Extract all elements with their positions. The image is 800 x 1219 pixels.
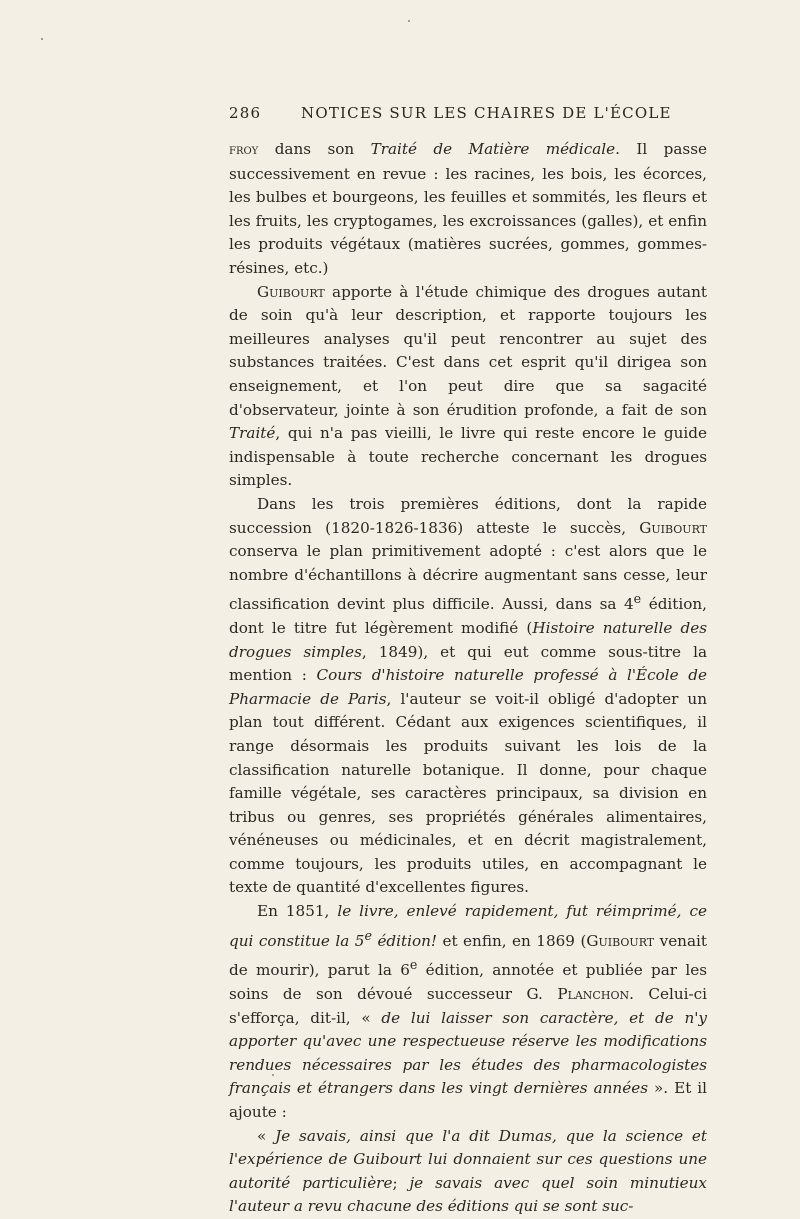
text-run: édition, dont le titre fut légèrement modifié (	[229, 595, 707, 637]
text-run: , 1849), et qui eut comme sous-titre la mention :	[229, 642, 707, 685]
text-run: conserva le plan primitivement adopté : c'est alors que le nombre d'échantillons à décrire augmentant sans cesse, leur classification devint plus difficile. Aussi, dans sa 4	[229, 542, 707, 614]
text-run: apporte à l'étude chimique des drogues autant de soin qu'à leur description, et rapporte toujours les meilleures analyses qu'il peut rencontrer au sujet des substances traitées. C'est dans cet esprit qu'il dirigea son enseignement, et l'on peut dire que sa sagacité d'observateur, jointe à son érudition profonde, a fait de son	[229, 282, 707, 419]
text-run: En 1851,	[257, 902, 338, 921]
running-title: NOTICES SUR LES CHAIRES DE L'ÉCOLE	[301, 104, 672, 122]
text-run: «	[257, 1126, 276, 1145]
text-run: . Celui-ci s'efforça, dit-il, «	[229, 984, 707, 1027]
paper-speck	[408, 20, 410, 22]
text-run: Dans les trois premières éditions, dont la rapide succession (1820-1826-1836) atteste le succès,	[229, 494, 707, 537]
author-name: Guibourt	[586, 931, 655, 950]
book-title: Traité de Matière médicale	[370, 140, 616, 158]
text-run: , l'auteur se voit-il obligé d'adopter un plan tout différent. Cédant aux exigences scientifiques, il range désormais les produits suivant les lois de la classification naturelle botanique. Il donne, pour chaque famille végétale, ses caractères principaux, sa division en tribus ou genres, ses propriétés générales alimentaires, vénéneuses ou médicinales, et en décrit magistralement, comme toujours, les produits utiles, en accompagnant le texte de quantité d'excellentes figures.	[229, 689, 707, 897]
italic-run: le livre, enlevé rapidement, fut réimprimé, ce qui constitue la 5	[229, 902, 707, 950]
book-title: Histoire naturelle des drogues simples	[229, 618, 707, 661]
text-run: dans son	[258, 140, 371, 158]
paragraph	[229, 900, 707, 1124]
paragraph	[229, 493, 707, 900]
superscript: e	[364, 927, 372, 943]
quotation: de lui laisser son caractère, et de n'y apporter qu'avec une respectueuse réserve les modifications rendues nécessaires par les études des pharmacologistes français et étrangers dans les vingt dernières années	[229, 1008, 707, 1098]
running-header	[229, 104, 707, 122]
paragraph	[229, 138, 707, 281]
text-run: . Il passe successivement en revue : les racines, les bois, les écorces, les bulbes et bourgeons, les feuilles et sommités, les fleurs et les fruits, les cryptogames, les excroissances (galles), et enfin les produits végétaux (matières sucrées, gommes, gommes-résines, etc.)	[229, 140, 707, 277]
superscript: e	[633, 591, 642, 607]
text-run: édition, annotée et publiée par les soins de son dévoué successeur G.	[229, 961, 707, 1003]
author-name: Planchon	[557, 984, 630, 1003]
paragraph	[229, 281, 707, 493]
paragraph	[229, 1125, 707, 1219]
superscript: e	[409, 957, 418, 973]
text-run: , qui n'a pas vieilli, le livre qui reste encore le guide indispensable à toute recherche concernant les drogues simples.	[229, 424, 707, 490]
course-title: Cours d'histoire naturelle professé à l'École de Pharmacie de Paris	[229, 666, 707, 708]
paper-speck	[41, 38, 43, 40]
author-name: Guibourt	[257, 282, 325, 301]
body-text	[229, 138, 707, 1219]
text-run: ». Et il ajoute :	[229, 1079, 708, 1121]
text-run: venait de mourir), parut la 6	[229, 931, 707, 980]
author-name: froy	[229, 142, 259, 158]
book-title: Traité	[229, 424, 276, 443]
italic-run: édition!	[371, 931, 437, 950]
quotation: Je savais, ainsi que l'a dit Dumas, que la science et l'expérience de Guibourt lui donnaient sur ces questions une autorité particulière	[229, 1126, 707, 1192]
page-number: 286	[229, 104, 262, 122]
quotation: je savais avec quel soin minutieux l'auteur a revu chacune des éditions qui se sont suc-	[229, 1173, 707, 1216]
text-run: ;	[392, 1173, 410, 1192]
author-name: Guibourt	[639, 518, 707, 537]
text-run: et enfin, en 1869 (	[437, 931, 587, 950]
